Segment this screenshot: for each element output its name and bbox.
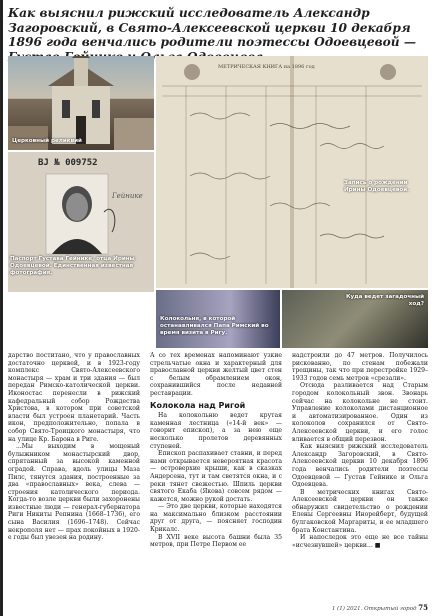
interior-photo <box>156 290 280 348</box>
passport-number: BJ № 009752 <box>38 158 98 168</box>
svg-text:Гейнике: Гейнике <box>112 192 143 200</box>
stairs-caption: Куда ведет загадочный ход? <box>345 294 424 307</box>
issue-label: 1 (1) 2021. Открытый город <box>331 606 417 612</box>
article-lead: Как выяснил рижский исследователь Александр Загоровский, в Свято-Алексеевской церкви 10 декабря 1896 года венчались родители поэтессы Одоевцевой — <box>8 6 417 49</box>
page-footer <box>332 603 428 612</box>
record-caption: Запись о рождении Ирины Одоевцевой. <box>344 180 410 193</box>
passport-photo <box>8 152 154 292</box>
paragraph: Как выяснил рижский исследователь Александр Загоровский, в Свято-Алексеевской церкви 10 декабря 1896 года венчались родители поэтессы Одоевцевой — Густав Гейнике и Ольга Одоевцева. <box>292 443 428 489</box>
paragraph: На колокольню ведет крутая каменная лестница («14-й век» — говорит епископ), а за нею еще несколько пролетов деревянных ступеней. <box>150 412 282 450</box>
paragraph: А со тех временах напоминают узкие стрельчатые окна и характерный для православной церкви желтый цвет стен с белым обрамлением окон, сохранившийся после недавней реставрации. <box>150 352 282 397</box>
paragraph: — Это две церкви, которые находятся на максимально близком расстоянии друг от друга, — поясняет господин Крикалс. <box>150 503 282 534</box>
passport-caption: Паспорт Густава Гейнике, отца Ирины Одоевцевой. Единственная известная фотография. <box>10 256 135 276</box>
church-photo <box>8 56 154 150</box>
interior-caption: Колокольня, в которой останавливался Папа Римский во время визита в Ригу. <box>160 316 269 336</box>
paragraph: И напоследок это еще не все тайны «исчезнувшей» церкви... ■ <box>292 534 428 549</box>
text-column-2 <box>150 352 282 549</box>
paragraph: Епископ распахивает ставни, и перед нами открывается невероятная красота — островерхие крыши, как в сказках Андерсена, тут и там светятся окна, и с реки тянет свежестью. Шпиль церкви святого Екаба (Якова) совсем рядом — кажется, можно рукой достать. <box>150 450 282 503</box>
paragraph: надстроили до 47 метров. Получилось рискованно, по стенам побежали трещины, так что при перестройке 1929–1933 годов семь метров «срезали». <box>292 352 428 382</box>
page-number: 75 <box>418 603 428 612</box>
stairs-photo <box>282 290 428 348</box>
paragraph: дарство поститано, что у православных достаточно церквей, и в 1923-году комплекс Свято-Алексеевского монастыря — храм и три здания — был передан Римско-католической церкви. Иконостас перенесли в рижский кафедральный собор Рождества Христова, в котором при советской власти был устроен планетарий. Часть икон, предположительно, попала в собор Свято-Троицкого монастыря, что на улице Кр. Барона в Риге. <box>8 352 140 443</box>
record-book-photo <box>156 56 428 288</box>
page-edge-stripe <box>0 0 3 616</box>
section-heading: Колокола над Ригой <box>150 400 246 410</box>
paragraph: В XVII веке высота башни была 35 метров, при Петре Первом ее <box>150 533 282 549</box>
church-illustration <box>8 56 154 150</box>
church-caption: Церковный реликвий <box>12 138 82 144</box>
svg-text:МЕТРИЧЕСКАЯ КНИГА на 1896 год: МЕТРИЧЕСКАЯ КНИГА на 1896 год <box>218 64 315 70</box>
photo-collage <box>8 56 428 348</box>
paragraph: ...Мы выходим в мощеный булыжником монастырский двор, спрятанный за высокой каменной оградой. Справа, вдоль улицы Маза Пилс, тянутся здания, построенные за два «православных» века, слева — строения католического периода. Когда-то возле церкви были захоронены известные люди — генерал-губернатора Риги Никиты Репнина (1668–1736), его сына Василия (1696–1748). Сейчас некрополя нет — прах покойных в 1920-е годы был увезен на родину. <box>8 443 140 542</box>
text-column-3 <box>292 352 428 549</box>
record-book-illustration <box>156 56 428 288</box>
paragraph: В метрических книгах Свято-Алексеевской церкви он также обнаружил свидетельство о рождении Елены Сергеевны Инорейберт, будущей булгаковской Маргариты, и ее младшего брата Константина. <box>292 488 428 534</box>
paragraph: Отсюда разливается над Старым городом колокольный звон. Звонарь сейчас на колокольне не стоит. Управление колоколами дистанционное и автоматизированное. Один из колоколов сохранился от Свято-Алексеевской церкви, и его голос вливается в общий перезвон. <box>292 382 428 443</box>
text-column-1 <box>8 352 140 542</box>
